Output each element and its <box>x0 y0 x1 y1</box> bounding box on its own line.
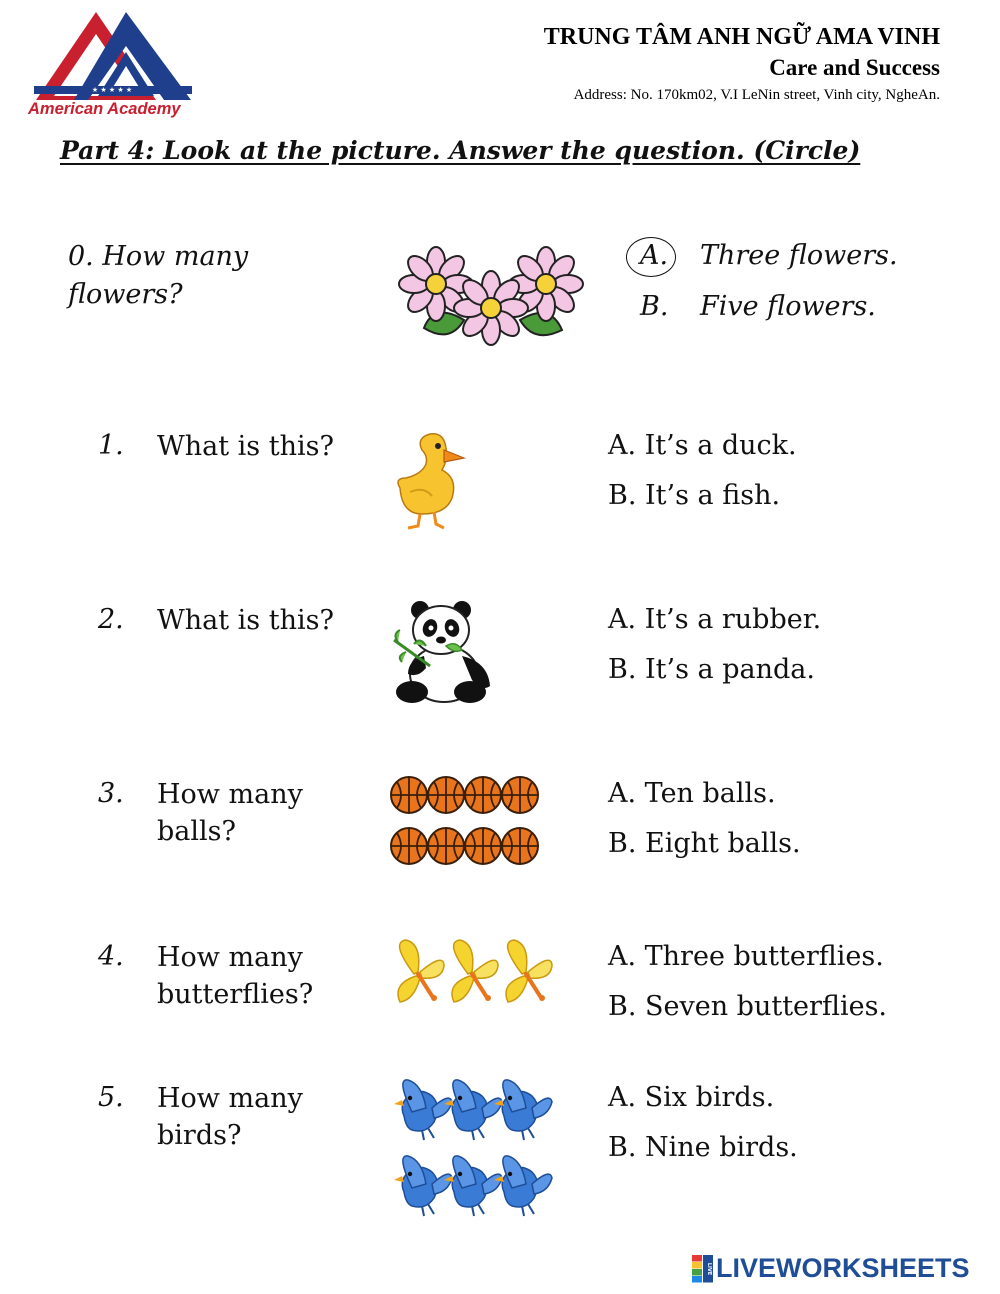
butterfly <box>398 940 444 1002</box>
balls-picture <box>390 776 542 868</box>
flowers-picture <box>394 240 590 355</box>
ball <box>391 777 427 813</box>
bird <box>494 1156 552 1216</box>
duck-picture <box>392 430 468 532</box>
center-name: TRUNG TÂM ANH NGỮ AMA VINH <box>543 24 940 50</box>
example-question-line1: 0. How many <box>68 241 249 272</box>
question-4-option-b[interactable]: B. Seven butterflies. <box>608 991 888 1022</box>
ball <box>428 828 464 864</box>
example-question-line2: flowers? <box>68 279 183 310</box>
question-5-line2: birds? <box>157 1120 242 1151</box>
ball <box>465 777 501 813</box>
question-2-option-b[interactable]: B. It’s a panda. <box>608 654 815 685</box>
question-4-text <box>157 939 313 1013</box>
american-academy-logo <box>26 8 196 122</box>
question-3-line2: balls? <box>157 816 236 847</box>
question-3-line1: How many <box>157 779 303 810</box>
logo-text: American Academy <box>28 100 181 118</box>
butterflies-picture <box>394 942 558 1006</box>
question-3-text <box>157 776 303 850</box>
bird <box>444 1080 502 1140</box>
question-1-line1: What is this? <box>157 431 334 462</box>
example-option-a: Three flowers. <box>700 240 898 271</box>
question-1-text <box>157 428 334 465</box>
question-3-option-b[interactable]: B. Eight balls. <box>608 828 801 859</box>
svg-text:★ ★ ★ ★ ★: ★ ★ ★ ★ ★ <box>91 86 133 94</box>
bird <box>394 1156 452 1216</box>
question-4-option-a[interactable]: A. Three butterflies. <box>608 941 884 972</box>
liveworksheets-badge-icon <box>692 1255 714 1283</box>
question-3-number: 3. <box>98 778 124 809</box>
bird <box>444 1156 502 1216</box>
ball <box>391 828 427 864</box>
question-4-line2: butterflies? <box>157 979 314 1010</box>
ball <box>428 777 464 813</box>
question-1-number: 1. <box>98 430 124 461</box>
question-2-number: 2. <box>98 604 124 635</box>
part-title: Part 4: Look at the picture. Answer the question. (Circle) <box>60 136 861 165</box>
question-4-number: 4. <box>98 941 124 972</box>
bird <box>494 1080 552 1140</box>
question-5-option-a[interactable]: A. Six birds. <box>608 1082 775 1113</box>
question-5-line1: How many <box>157 1083 303 1114</box>
liveworksheets-brand[interactable] <box>692 1253 970 1284</box>
question-1-option-a[interactable]: A. It’s a duck. <box>608 430 797 461</box>
question-5-option-b[interactable]: B. Nine birds. <box>608 1132 798 1163</box>
slogan: Care and Success <box>769 55 940 80</box>
example-option-b: Five flowers. <box>700 291 876 322</box>
question-2-line1: What is this? <box>157 605 334 636</box>
flower-3 <box>454 271 528 345</box>
question-5-text <box>157 1080 303 1154</box>
question-5-number: 5. <box>98 1082 124 1113</box>
question-3-option-a[interactable]: A. Ten balls. <box>608 778 776 809</box>
question-2-text <box>157 602 334 639</box>
question-1-option-b[interactable]: B. It’s a fish. <box>608 480 781 511</box>
ball <box>465 828 501 864</box>
butterfly <box>506 940 552 1002</box>
butterfly <box>452 940 498 1002</box>
question-4-line1: How many <box>157 942 303 973</box>
question-2-option-a[interactable]: A. It’s a rubber. <box>608 604 822 635</box>
panda-picture <box>390 600 496 706</box>
ball <box>502 828 538 864</box>
address: Address: No. 170km02, V.I LeNin street, Vinh city, NgheAn. <box>573 87 940 103</box>
birds-picture <box>392 1076 548 1218</box>
example-question <box>68 238 248 314</box>
bird <box>394 1080 452 1140</box>
brand-text: LIVEWORKSHEETS <box>716 1253 970 1283</box>
ball <box>502 777 538 813</box>
badge-letters: LIVE <box>706 1262 712 1275</box>
example-option-b-letter: B. <box>640 291 669 322</box>
example-option-a-letter: A. <box>640 240 669 271</box>
